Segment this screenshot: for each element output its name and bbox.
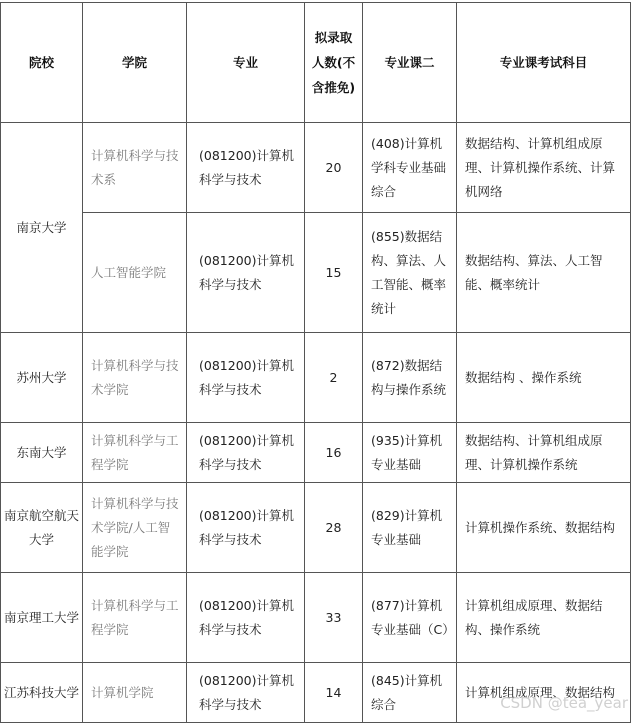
header-course2: 专业课二 [363, 3, 457, 123]
school-cell: 苏州大学 [1, 333, 83, 423]
major-cell: (081200)计算机科学与技术 [187, 483, 305, 573]
college-cell: 计算机科学与技术系 [83, 123, 187, 213]
college-cell: 计算机科学与工程学院 [83, 573, 187, 663]
college-cell: 计算机学院 [83, 663, 187, 723]
table-row [1, 663, 631, 723]
major-cell: (081200)计算机科学与技术 [187, 573, 305, 663]
quota-cell: 14 [305, 663, 363, 723]
college-cell: 计算机科学与工程学院 [83, 423, 187, 483]
subjects-cell: 数据结构 、操作系统 [457, 333, 631, 423]
table-row [1, 213, 631, 333]
course2-cell: (935)计算机专业基础 [363, 423, 457, 483]
header-college: 学院 [83, 3, 187, 123]
college-cell: 人工智能学院 [83, 213, 187, 333]
quota-cell: 16 [305, 423, 363, 483]
subjects-cell: 数据结构、算法、人工智能、概率统计 [457, 213, 631, 333]
school-cell: 南京理工大学 [1, 573, 83, 663]
admissions-table [0, 2, 631, 723]
major-cell: (081200)计算机科学与技术 [187, 423, 305, 483]
college-cell: 计算机科学与技术学院/人工智能学院 [83, 483, 187, 573]
quota-cell: 33 [305, 573, 363, 663]
quota-cell: 15 [305, 213, 363, 333]
header-row [1, 3, 631, 123]
college-cell: 计算机科学与技术学院 [83, 333, 187, 423]
major-cell: (081200)计算机科学与技术 [187, 663, 305, 723]
quota-cell: 20 [305, 123, 363, 213]
header-quota: 拟录取人数(不含推免) [305, 3, 363, 123]
school-cell: 南京大学 [1, 123, 83, 333]
header-major: 专业 [187, 3, 305, 123]
school-cell: 江苏科技大学 [1, 663, 83, 723]
header-subjects: 专业课考试科目 [457, 3, 631, 123]
watermark: CSDN @tea_year [500, 694, 628, 712]
table-row [1, 573, 631, 663]
course2-cell: (829)计算机专业基础 [363, 483, 457, 573]
table-row [1, 483, 631, 573]
major-cell: (081200)计算机科学与技术 [187, 213, 305, 333]
table-row [1, 423, 631, 483]
course2-cell: (877)计算机专业基础（C） [363, 573, 457, 663]
major-cell: (081200)计算机科学与技术 [187, 123, 305, 213]
subjects-cell: 计算机操作系统、数据结构 [457, 483, 631, 573]
course2-cell: (872)数据结构与操作系统 [363, 333, 457, 423]
subjects-cell: 数据结构、计算机组成原理、计算机操作系统、计算机网络 [457, 123, 631, 213]
course2-cell: (408)计算机学科专业基础综合 [363, 123, 457, 213]
subjects-cell: 计算机组成原理、数据结构 [457, 663, 631, 723]
course2-cell: (845)计算机综合 [363, 663, 457, 723]
subjects-cell: 数据结构、计算机组成原理、计算机操作系统 [457, 423, 631, 483]
major-cell: (081200)计算机科学与技术 [187, 333, 305, 423]
quota-cell: 28 [305, 483, 363, 573]
quota-cell: 2 [305, 333, 363, 423]
header-school: 院校 [1, 3, 83, 123]
school-cell: 东南大学 [1, 423, 83, 483]
subjects-cell: 计算机组成原理、数据结构、操作系统 [457, 573, 631, 663]
course2-cell: (855)数据结构、算法、人工智能、概率统计 [363, 213, 457, 333]
school-cell: 南京航空航天大学 [1, 483, 83, 573]
table-row [1, 333, 631, 423]
table-row [1, 123, 631, 213]
